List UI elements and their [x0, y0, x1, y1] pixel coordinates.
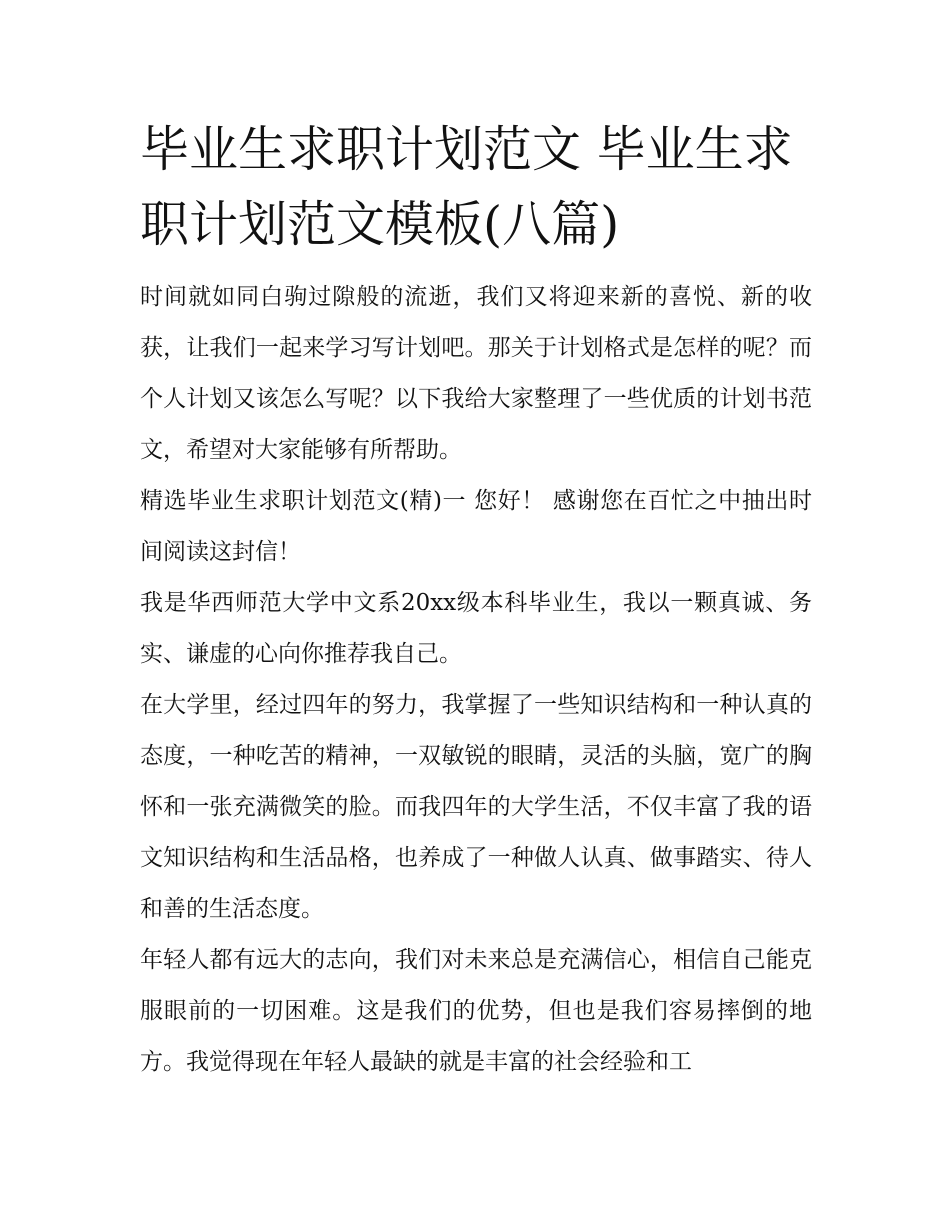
document-title: 毕业生求职计划范文 毕业生求职计划范文模板(八篇) — [140, 121, 793, 253]
paragraph-greeting: 精选毕业生求职计划范文(精)一 您好！ 感谢您在百忙之中抽出时间阅读这封信！ — [140, 488, 812, 565]
paragraph-intro: 时间就如同白驹过隙般的流逝，我们又将迎来新的喜悦、新的收获，让我们一起来学习写计划吧。那关于计划格式是怎样的呢？而个人计划又该怎么写呢？以下我给大家整理了一些优质的计划书范文，希望对大家能够有所帮助。 — [140, 284, 812, 463]
paragraph-self-intro: 我是华西师范大学中文系20xx级本科毕业生，我以一颗真诚、务实、谦虚的心向你推荐我自己。 — [140, 590, 812, 667]
paragraph-young-people: 年轻人都有远大的志向，我们对未来总是充满信心，相信自己能克服眼前的一切困难。这是我们的优势，但也是我们容易摔倒的地方。我觉得现在年轻人最缺的就是丰富的社会经验和工 — [140, 947, 812, 1075]
document-page — [140, 112, 812, 1088]
paragraph-university: 在大学里，经过四年的努力，我掌握了一些知识结构和一种认真的态度，一种吃苦的精神，一双敏锐的眼睛，灵活的头脑，宽广的胸怀和一张充满微笑的脸。而我四年的大学生活，不仅丰富了我的语文知识结构和生活品格，也养成了一种做人认真、做事踏实、待人和善的生活态度。 — [140, 692, 812, 922]
